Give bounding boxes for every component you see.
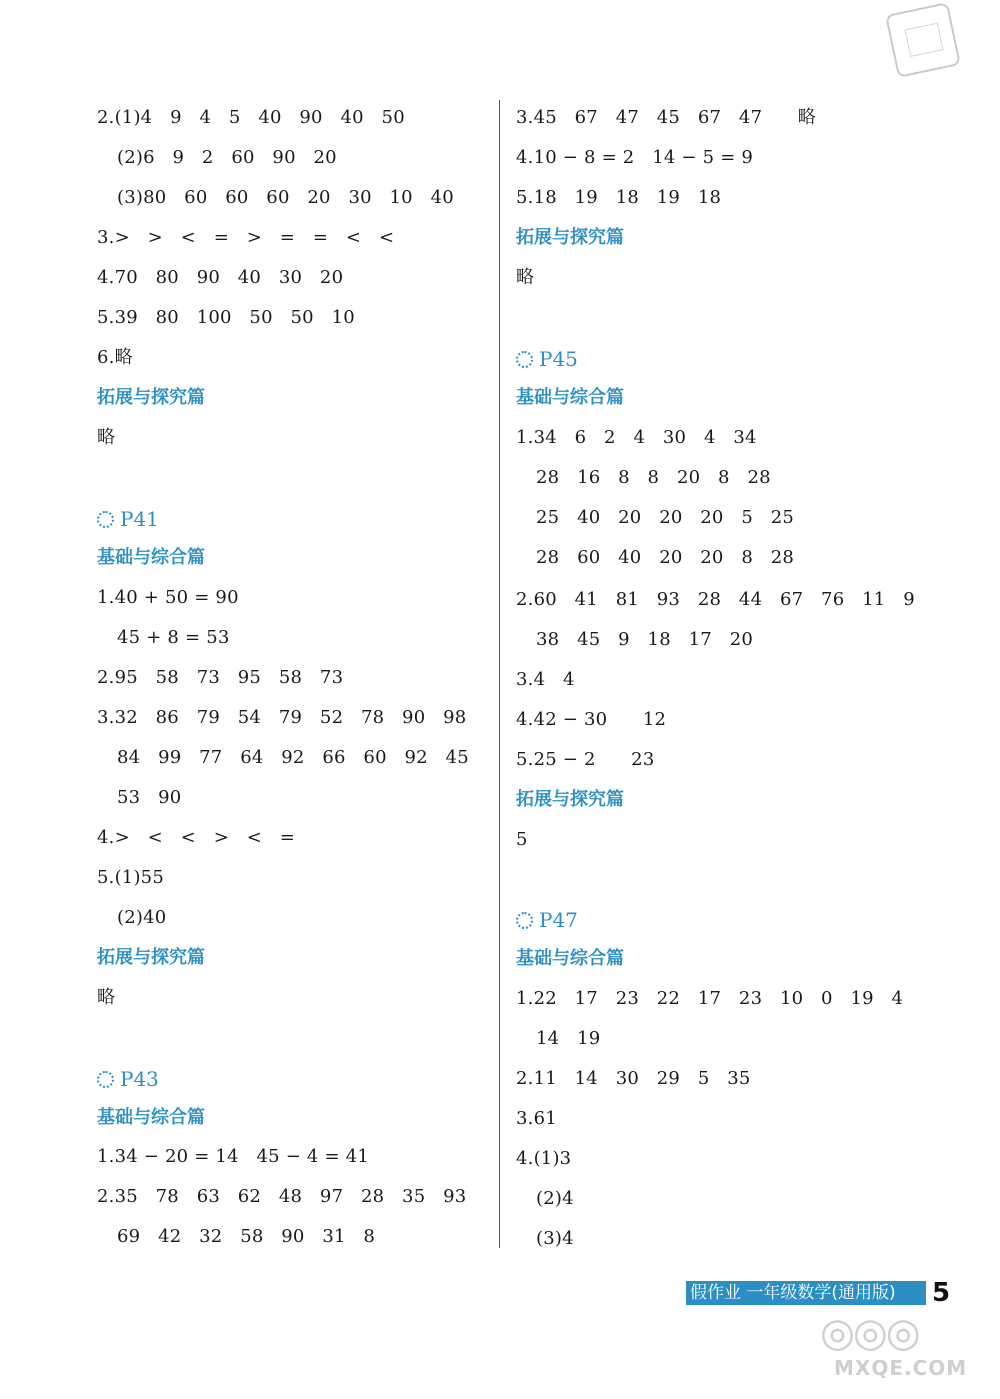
page-heading-p47 [516,906,578,934]
answer-line: 4.70 80 90 40 30 20 [97,267,344,288]
answer-line: (2)6 9 2 60 90 20 [117,147,337,168]
dotted-circle-icon [97,511,114,528]
section-heading-extension: 拓展与探究篇 [516,789,624,810]
answer-line: 4.10 − 8 = 2 14 − 5 = 9 [516,147,754,168]
answer-line: (2)4 [536,1188,574,1209]
page-heading-p43 [97,1065,159,1093]
answer-line: 2.35 78 63 62 48 97 28 35 93 [97,1186,467,1207]
answer-line: (3)4 [536,1228,574,1249]
answer-line: 5 [516,829,528,850]
answer-line: 1.40 + 50 = 90 [97,587,239,608]
answer-line: 略 [97,987,116,1008]
answer-line: 53 90 [117,787,182,808]
answer-line: 1.34 6 2 4 30 4 34 [516,427,757,448]
answer-line: (3)80 60 60 60 20 30 10 40 [117,187,454,208]
answer-line: 6.略 [97,347,133,368]
page-heading-p45 [516,345,578,373]
page-heading-label: P47 [539,908,578,932]
answer-line: 4.> < < > < = [97,827,296,848]
watermark-glyph-icon: ◎◎◎ [820,1310,919,1356]
section-heading-extension: 拓展与探究篇 [97,387,205,408]
answer-line: 4.42 − 30 12 [516,709,667,730]
answer-line: 1.34 − 20 = 14 45 − 4 = 41 [97,1146,370,1167]
dotted-circle-icon [516,351,533,368]
column-divider [499,100,500,1248]
answer-line: 38 45 9 18 17 20 [536,629,753,650]
section-heading-extension: 拓展与探究篇 [97,947,205,968]
answer-line: 25 40 20 20 20 5 25 [536,507,795,528]
dotted-circle-icon [97,1071,114,1088]
answer-line: 84 99 77 64 92 66 60 92 45 [117,747,469,768]
watermark-logo [820,1308,970,1378]
answer-line: 5.(1)55 [97,867,164,888]
page-number: 5 [932,1278,951,1308]
section-heading-basic: 基础与综合篇 [97,547,205,568]
answer-line: 3.> > < = > = = < < [97,227,395,248]
answer-line: 28 60 40 20 20 8 28 [536,547,795,568]
answer-line: 45 + 8 = 53 [117,627,230,648]
section-heading-extension: 拓展与探究篇 [516,227,624,248]
stamp-logo [885,2,961,78]
answer-line: 略 [97,427,116,448]
answer-line: 3.4 4 [516,669,575,690]
watermark-text: MXQE.COM [834,1356,968,1380]
dotted-circle-icon [516,912,533,929]
page-heading-label: P43 [120,1067,159,1091]
answer-line: 略 [516,267,535,288]
answer-line: 5.18 19 18 19 18 [516,187,722,208]
answer-line: 3.61 [516,1108,557,1129]
answer-line: 28 16 8 8 20 8 28 [536,467,771,488]
section-heading-basic: 基础与综合篇 [516,948,624,969]
answer-line: 3.45 67 47 45 67 47 略 [516,107,816,128]
answer-line: 69 42 32 58 90 31 8 [117,1226,376,1247]
answer-line: 5.25 − 2 23 [516,749,655,770]
answer-line: 1.22 17 23 22 17 23 10 0 19 4 [516,988,904,1009]
answer-line: 2.60 41 81 93 28 44 67 76 11 9 [516,589,915,610]
answer-line: 4.(1)3 [516,1148,572,1169]
answer-line: 5.39 80 100 50 50 10 [97,307,355,328]
answer-line: 2.95 58 73 95 58 73 [97,667,344,688]
page-heading-p41 [97,505,159,533]
footer-title-bar: 假作业 一年级数学(通用版) [686,1281,926,1305]
page-heading-label: P45 [539,347,578,371]
answer-line: 3.32 86 79 54 79 52 78 90 98 [97,707,467,728]
answer-line: (2)40 [117,907,167,928]
answer-line: 14 19 [536,1028,601,1049]
answer-line: 2.(1)4 9 4 5 40 90 40 50 [97,107,405,128]
page-heading-label: P41 [120,507,159,531]
answer-line: 2.11 14 30 29 5 35 [516,1068,751,1089]
section-heading-basic: 基础与综合篇 [97,1107,205,1128]
section-heading-basic: 基础与综合篇 [516,387,624,408]
